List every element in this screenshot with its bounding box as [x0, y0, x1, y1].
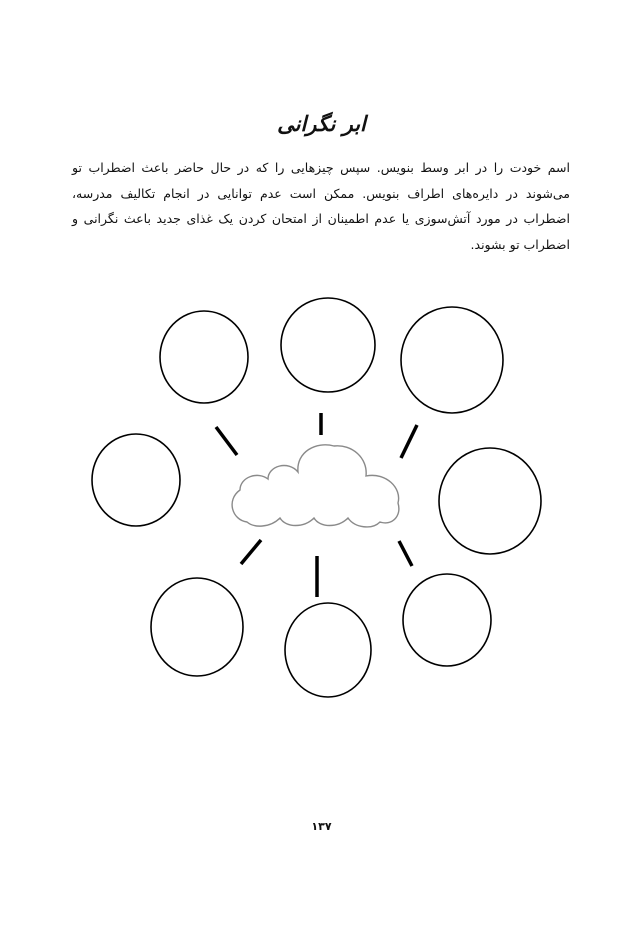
connector-line-top-left	[216, 427, 237, 455]
worry-circle-bottom-center[interactable]	[285, 603, 371, 697]
worry-circle-bottom-left[interactable]	[151, 578, 243, 676]
connector-line-bottom-right	[399, 541, 412, 566]
connector-line-bottom-left	[241, 540, 261, 564]
worry-circle-middle-left[interactable]	[92, 434, 180, 526]
worry-circle-top-right[interactable]	[401, 307, 503, 413]
worry-circle-top-center[interactable]	[281, 298, 375, 392]
worry-circle-middle-right[interactable]	[439, 448, 541, 554]
worry-circle-bottom-right[interactable]	[403, 574, 491, 666]
center-cloud[interactable]	[232, 445, 399, 527]
page-title: ابر نگرانی	[277, 112, 366, 136]
page-number: ۱۳۷	[311, 820, 332, 833]
connector-line-top-right	[401, 425, 417, 458]
instructions-paragraph: اسم خودت را در ابر وسط بنویس. سپس چیزهایی را که در حال حاضر باعث اضطراب تو می‌شوند در دایره‌های اطراف بنویس. ممکن است عدم توانایی در انجام تکالیف مدرسه، اضطراب در مورد آتش‌سوزی یا عدم اطمینان از امتحان کردن یک غذای جدید باعث نگرانی و اضطراب تو بشوند.	[72, 160, 570, 252]
worry-circle-top-left[interactable]	[160, 311, 248, 403]
